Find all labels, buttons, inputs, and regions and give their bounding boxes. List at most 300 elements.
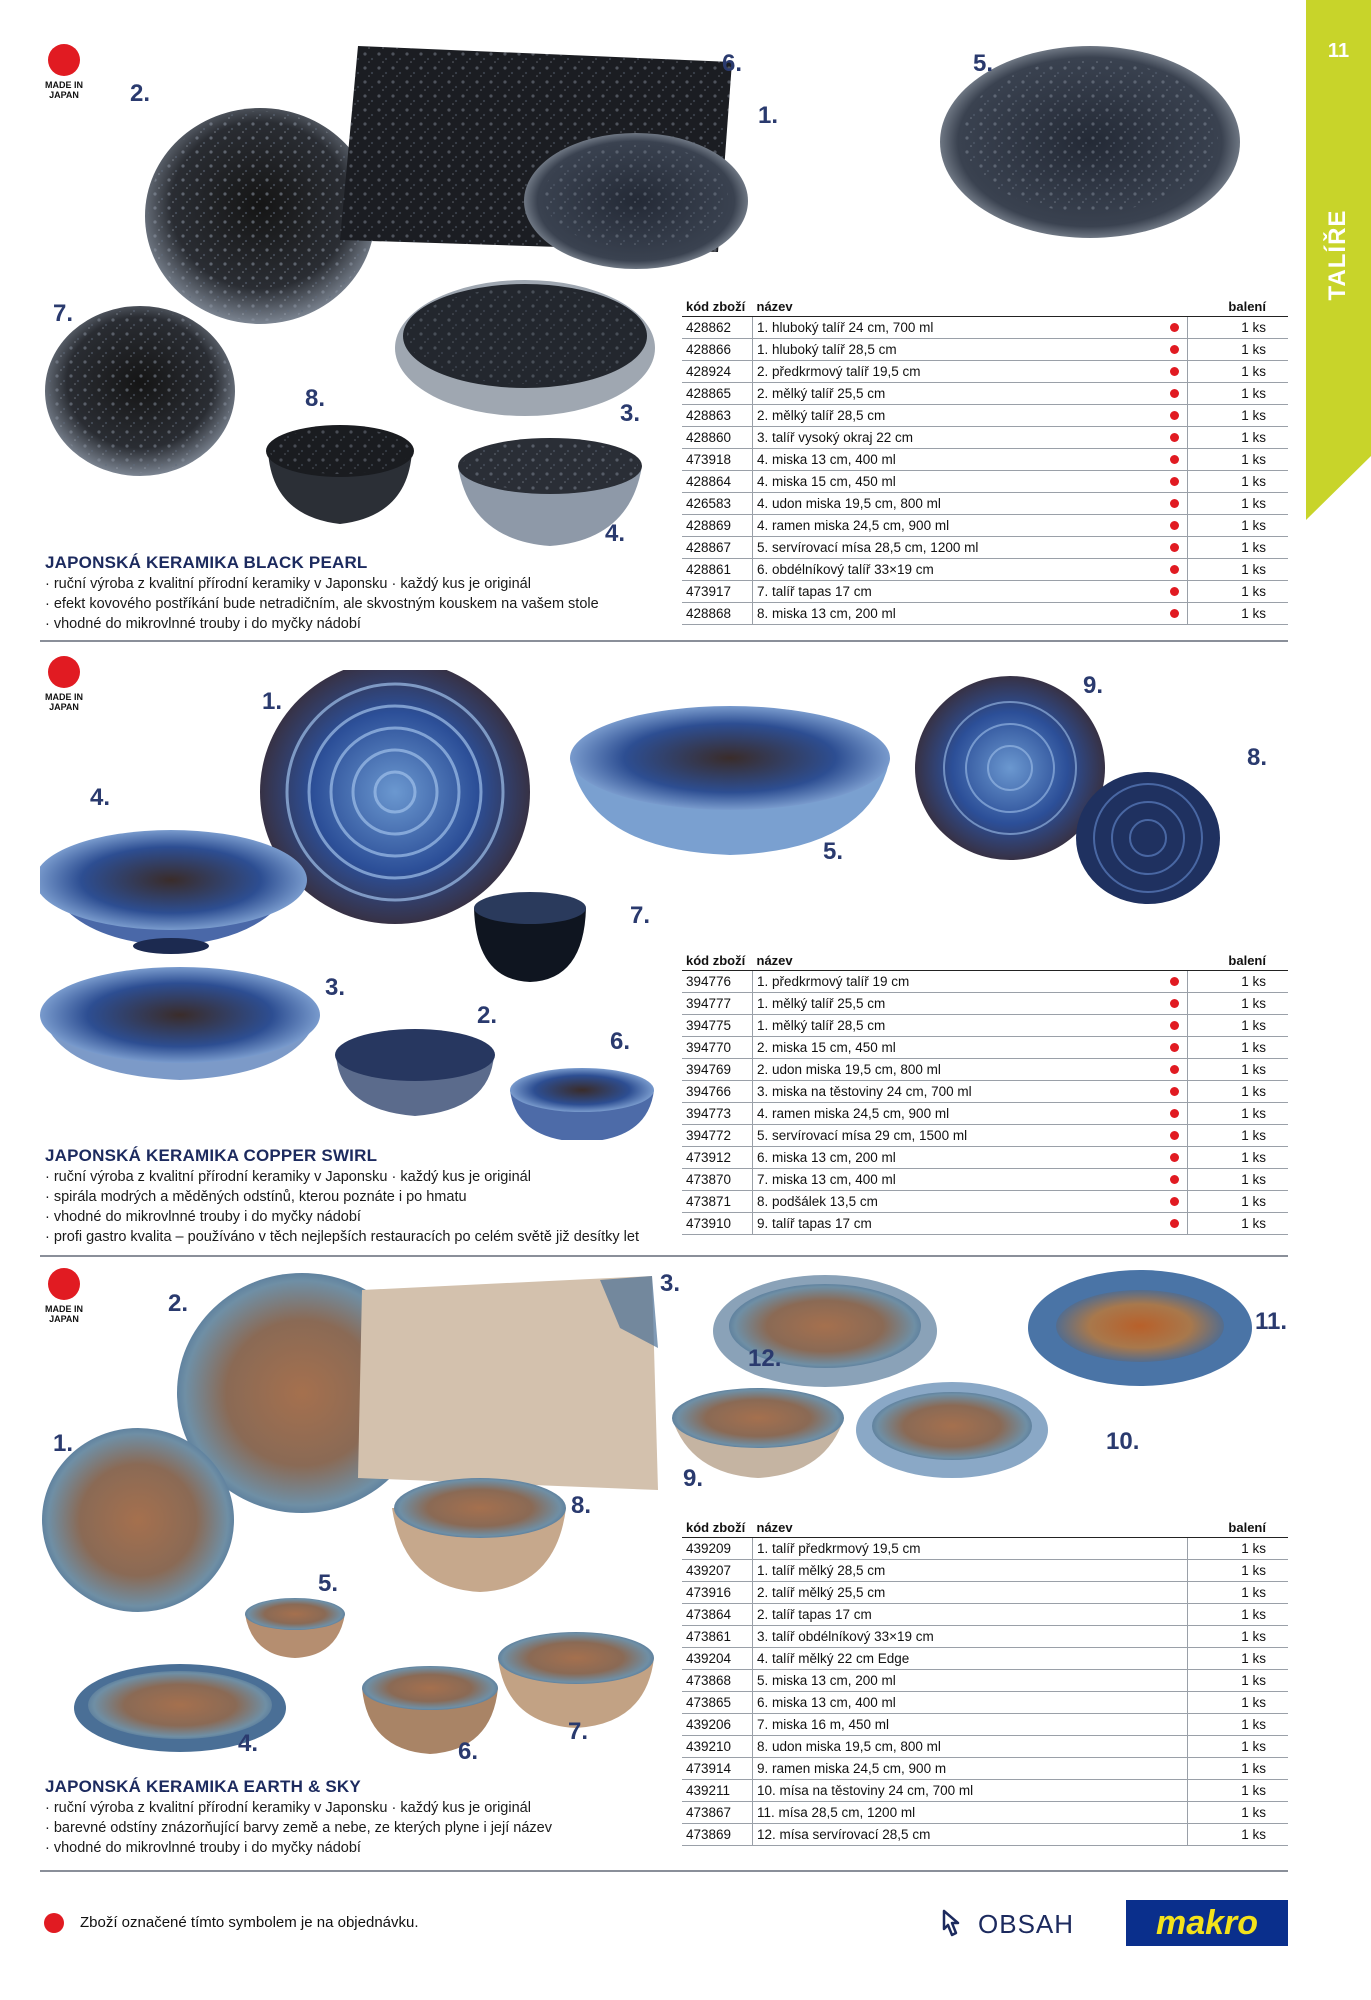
bullet-item: · spirála modrých a měděných odstínů, kterou poznáte i po hmatu	[45, 1189, 467, 1205]
product-code: 428868	[682, 603, 753, 625]
table-row	[682, 1103, 1288, 1125]
product-code: 473918	[682, 449, 753, 471]
product-code: 394775	[682, 1015, 753, 1037]
order-cell	[1161, 1059, 1188, 1081]
product-name: 3. miska na těstoviny 24 cm, 700 ml	[753, 1081, 1162, 1103]
product-name: 1. předkrmový talíř 19 cm	[753, 971, 1162, 993]
table-row	[682, 427, 1288, 449]
product-name: 7. talíř tapas 17 cm	[753, 581, 1162, 603]
product-pack: 1 ks	[1188, 1824, 1289, 1846]
product-code: 394770	[682, 1037, 753, 1059]
product-name: 8. miska 13 cm, 200 ml	[753, 603, 1162, 625]
table-row	[682, 1582, 1288, 1604]
product-pack: 1 ks	[1188, 1560, 1289, 1582]
product-pack: 1 ks	[1188, 1758, 1289, 1780]
product-code: 439209	[682, 1538, 753, 1560]
product-name: 5. miska 13 cm, 200 ml	[753, 1670, 1162, 1692]
photo-label: 10.	[1106, 1428, 1140, 1455]
order-cell	[1161, 1125, 1188, 1147]
order-dot-icon	[1170, 1219, 1179, 1228]
product-pack: 1 ks	[1188, 1582, 1289, 1604]
photo-label: 6.	[610, 1028, 631, 1055]
made-in-japan-text: MADE IN JAPAN	[45, 80, 83, 100]
order-cell	[1161, 603, 1188, 625]
makro-logo-text: makro	[1155, 1903, 1259, 1942]
header-code: kód zboží	[682, 1517, 753, 1538]
header-code: kód zboží	[682, 950, 753, 971]
product-pack: 1 ks	[1188, 1714, 1289, 1736]
order-cell	[1161, 1780, 1188, 1802]
product-code: 428863	[682, 405, 753, 427]
order-dot-icon	[1170, 1109, 1179, 1118]
order-cell	[1161, 537, 1188, 559]
product-code: 428865	[682, 383, 753, 405]
header-dot	[1161, 1517, 1188, 1538]
product-code: 428864	[682, 471, 753, 493]
table-row	[682, 1648, 1288, 1670]
order-cell	[1161, 1758, 1188, 1780]
table-header-row	[682, 950, 1288, 971]
photo-label: 5.	[823, 838, 844, 865]
header-dot	[1161, 296, 1188, 317]
product-code: 473868	[682, 1670, 753, 1692]
product-pack: 1 ks	[1188, 537, 1289, 559]
photo-label: 6.	[722, 50, 743, 77]
order-dot-icon	[1170, 1087, 1179, 1096]
page-number: 11	[1327, 40, 1350, 62]
product-pack: 1 ks	[1188, 493, 1289, 515]
order-cell	[1161, 1538, 1188, 1560]
product-code: 428869	[682, 515, 753, 537]
order-cell	[1161, 427, 1188, 449]
header-dot	[1161, 950, 1188, 971]
photo-label: 4.	[90, 784, 111, 811]
order-dot-icon	[1170, 609, 1179, 618]
product-code: 473867	[682, 1802, 753, 1824]
product-pack: 1 ks	[1188, 339, 1289, 361]
order-dot-icon	[1170, 1131, 1179, 1140]
product-code: 473910	[682, 1213, 753, 1235]
product-code: 439204	[682, 1648, 753, 1670]
product-name: 6. miska 13 cm, 400 ml	[753, 1692, 1162, 1714]
table-header-row	[682, 296, 1288, 317]
toc-link[interactable]	[938, 1904, 1074, 1944]
product-name: 2. talíř tapas 17 cm	[753, 1604, 1162, 1626]
makro-logo[interactable]	[1126, 1900, 1288, 1946]
product-name: 2. talíř mělký 25,5 cm	[753, 1582, 1162, 1604]
table-row	[682, 1626, 1288, 1648]
product-code: 473869	[682, 1824, 753, 1846]
product-name: 4. talíř mělký 22 cm Edge	[753, 1648, 1162, 1670]
bullet-item: · efekt kovového postříkání bude netradičním, ale skvostným kouskem na vašem stole	[45, 596, 599, 612]
header-pack: balení	[1188, 1517, 1289, 1538]
photo-label: 7.	[568, 1718, 589, 1745]
product-pack: 1 ks	[1188, 427, 1289, 449]
table-row	[682, 1213, 1288, 1235]
category-title	[1318, 200, 1358, 310]
product-code: 428861	[682, 559, 753, 581]
section-title: JAPONSKÁ KERAMIKA EARTH & SKY	[45, 1777, 361, 1796]
product-name: 1. talíř mělký 28,5 cm	[753, 1560, 1162, 1582]
product-pack: 1 ks	[1188, 971, 1289, 993]
product-code: 428862	[682, 317, 753, 339]
footer-note: Zboží označené tímto symbolem je na objednávku.	[80, 1914, 419, 1931]
product-name: 1. mělký talíř 25,5 cm	[753, 993, 1162, 1015]
category-title-text: TALÍŘE	[1324, 209, 1351, 301]
product-name: 6. obdélníkový talíř 33×19 cm	[753, 559, 1162, 581]
product-pack: 1 ks	[1188, 1081, 1289, 1103]
table-row	[682, 1059, 1288, 1081]
photo-label: 9.	[683, 1465, 704, 1492]
order-cell	[1161, 515, 1188, 537]
product-code: 428866	[682, 339, 753, 361]
product-name: 8. udon miska 19,5 cm, 800 ml	[753, 1736, 1162, 1758]
table-row	[682, 317, 1288, 339]
product-code: 473871	[682, 1191, 753, 1213]
photo-label: 8.	[1247, 744, 1268, 771]
product-pack: 1 ks	[1188, 317, 1289, 339]
table-row	[682, 993, 1288, 1015]
section-divider	[40, 640, 1288, 642]
order-cell	[1161, 317, 1188, 339]
order-dot-icon	[1170, 1021, 1179, 1030]
bullet-item: · ruční výroba z kvalitní přírodní keramiky v Japonsku · každý kus je originál	[45, 1169, 531, 1185]
bullet-item: · vhodné do mikrovlnné trouby i do myčky nádobí	[45, 1840, 361, 1856]
product-pack: 1 ks	[1188, 1802, 1289, 1824]
order-cell	[1161, 581, 1188, 603]
product-name: 9. talíř tapas 17 cm	[753, 1213, 1162, 1235]
table-row	[682, 361, 1288, 383]
table-row	[682, 1692, 1288, 1714]
order-dot-icon	[1170, 999, 1179, 1008]
photo-label: 9.	[1083, 672, 1104, 699]
table-row	[682, 971, 1288, 993]
product-pack: 1 ks	[1188, 1692, 1289, 1714]
product-code: 394766	[682, 1081, 753, 1103]
order-dot-icon	[1170, 521, 1179, 530]
order-dot-icon	[1170, 367, 1179, 376]
table-row	[682, 1736, 1288, 1758]
product-pack: 1 ks	[1188, 1059, 1289, 1081]
photo-label: 4.	[605, 520, 626, 547]
product-code: 394769	[682, 1059, 753, 1081]
order-cell	[1161, 383, 1188, 405]
product-code: 394772	[682, 1125, 753, 1147]
photo-label: 2.	[168, 1290, 189, 1317]
table-header-row	[682, 1517, 1288, 1538]
product-code: 473917	[682, 581, 753, 603]
product-name: 4. ramen miska 24,5 cm, 900 ml	[753, 1103, 1162, 1125]
section-title: JAPONSKÁ KERAMIKA COPPER SWIRL	[45, 1146, 378, 1165]
product-pack: 1 ks	[1188, 383, 1289, 405]
product-name: 1. hluboký talíř 24 cm, 700 ml	[753, 317, 1162, 339]
order-symbol-icon	[44, 1913, 64, 1933]
order-cell	[1161, 1103, 1188, 1125]
product-name: 4. ramen miska 24,5 cm, 900 ml	[753, 515, 1162, 537]
product-name: 4. miska 13 cm, 400 ml	[753, 449, 1162, 471]
product-code: 394773	[682, 1103, 753, 1125]
product-name: 1. hluboký talíř 28,5 cm	[753, 339, 1162, 361]
product-code: 473912	[682, 1147, 753, 1169]
product-code: 426583	[682, 493, 753, 515]
order-cell	[1161, 1169, 1188, 1191]
product-pack: 1 ks	[1188, 471, 1289, 493]
order-cell	[1161, 471, 1188, 493]
order-dot-icon	[1170, 543, 1179, 552]
photo-label: 5.	[318, 1570, 339, 1597]
table-row	[682, 1538, 1288, 1560]
order-cell	[1161, 1824, 1188, 1846]
header-name: název	[753, 950, 1162, 971]
order-cell	[1161, 339, 1188, 361]
table-row	[682, 405, 1288, 427]
header-code: kód zboží	[682, 296, 753, 317]
product-name: 4. udon miska 19,5 cm, 800 ml	[753, 493, 1162, 515]
order-dot-icon	[1170, 565, 1179, 574]
table-row	[682, 1758, 1288, 1780]
header-name: název	[753, 1517, 1162, 1538]
photo-label: 1.	[53, 1430, 74, 1457]
photo-label: 1.	[758, 102, 779, 129]
product-name: 5. servírovací mísa 28,5 cm, 1200 ml	[753, 537, 1162, 559]
bullet-item: · barevné odstíny znázorňující barvy země a nebe, ze kterých plyne i její název	[45, 1820, 552, 1836]
table-row	[682, 493, 1288, 515]
order-cell	[1161, 1670, 1188, 1692]
photo-label: 2.	[477, 1002, 498, 1029]
order-dot-icon	[1170, 1197, 1179, 1206]
order-cell	[1161, 1081, 1188, 1103]
order-cell	[1161, 1560, 1188, 1582]
product-pack: 1 ks	[1188, 1780, 1289, 1802]
product-code: 439206	[682, 1714, 753, 1736]
order-cell	[1161, 1626, 1188, 1648]
product-code: 428867	[682, 537, 753, 559]
bullet-item: · vhodné do mikrovlnné trouby i do myčky nádobí	[45, 616, 361, 632]
section-divider	[40, 1870, 1288, 1872]
product-name: 2. mělký talíř 28,5 cm	[753, 405, 1162, 427]
order-cell	[1161, 1582, 1188, 1604]
product-code: 473870	[682, 1169, 753, 1191]
order-cell	[1161, 361, 1188, 383]
order-dot-icon	[1170, 389, 1179, 398]
product-pack: 1 ks	[1188, 1147, 1289, 1169]
order-cell	[1161, 1714, 1188, 1736]
photo-label: 2.	[130, 80, 151, 107]
order-dot-icon	[1170, 323, 1179, 332]
order-cell	[1161, 559, 1188, 581]
order-cell	[1161, 405, 1188, 427]
product-pack: 1 ks	[1188, 1736, 1289, 1758]
product-code: 473914	[682, 1758, 753, 1780]
product-table-earth-sky	[682, 1517, 1288, 1846]
order-cell	[1161, 493, 1188, 515]
product-name: 2. udon miska 19,5 cm, 800 ml	[753, 1059, 1162, 1081]
product-code: 428860	[682, 427, 753, 449]
product-pack: 1 ks	[1188, 559, 1289, 581]
table-row	[682, 1037, 1288, 1059]
product-name: 7. miska 13 cm, 400 ml	[753, 1169, 1162, 1191]
product-pack: 1 ks	[1188, 1670, 1289, 1692]
product-pack: 1 ks	[1188, 1213, 1289, 1235]
product-name: 10. mísa na těstoviny 24 cm, 700 ml	[753, 1780, 1162, 1802]
product-code: 428924	[682, 361, 753, 383]
order-dot-icon	[1170, 1065, 1179, 1074]
product-pack: 1 ks	[1188, 1037, 1289, 1059]
photo-label: 5.	[973, 50, 994, 77]
order-cell	[1161, 1147, 1188, 1169]
product-name: 2. miska 15 cm, 450 ml	[753, 1037, 1162, 1059]
order-cell	[1161, 1692, 1188, 1714]
product-pack: 1 ks	[1188, 1648, 1289, 1670]
header-pack: balení	[1188, 950, 1289, 971]
table-row	[682, 449, 1288, 471]
order-cell	[1161, 1648, 1188, 1670]
toc-link-label: OBSAH	[978, 1908, 1075, 1939]
product-table-copper-swirl	[682, 950, 1288, 1235]
product-code: 473916	[682, 1582, 753, 1604]
order-dot-icon	[1170, 1043, 1179, 1052]
order-cell	[1161, 449, 1188, 471]
order-cell	[1161, 993, 1188, 1015]
table-row	[682, 1604, 1288, 1626]
order-dot-icon	[1170, 345, 1179, 354]
product-code: 473865	[682, 1692, 753, 1714]
table-row	[682, 1560, 1288, 1582]
product-name: 7. miska 16 m, 450 ml	[753, 1714, 1162, 1736]
product-code: 473861	[682, 1626, 753, 1648]
order-dot-icon	[1170, 477, 1179, 486]
order-cell	[1161, 1015, 1188, 1037]
table-row	[682, 1169, 1288, 1191]
table-row	[682, 1802, 1288, 1824]
product-pack: 1 ks	[1188, 1538, 1289, 1560]
product-pack: 1 ks	[1188, 603, 1289, 625]
table-row	[682, 1714, 1288, 1736]
product-pack: 1 ks	[1188, 449, 1289, 471]
made-in-japan-text: MADE IN JAPAN	[45, 692, 83, 712]
product-pack: 1 ks	[1188, 581, 1289, 603]
order-cell	[1161, 1802, 1188, 1824]
product-pack: 1 ks	[1188, 1191, 1289, 1213]
product-name: 6. miska 13 cm, 200 ml	[753, 1147, 1162, 1169]
photo-label: 11.	[1255, 1308, 1288, 1335]
product-pack: 1 ks	[1188, 1604, 1289, 1626]
order-dot-icon	[1170, 433, 1179, 442]
order-cell	[1161, 1213, 1188, 1235]
product-code: 473864	[682, 1604, 753, 1626]
product-code: 394776	[682, 971, 753, 993]
order-dot-icon	[1170, 977, 1179, 986]
product-name: 11. mísa 28,5 cm, 1200 ml	[753, 1802, 1162, 1824]
product-table-black-pearl	[682, 296, 1288, 625]
product-code: 439210	[682, 1736, 753, 1758]
table-row	[682, 1824, 1288, 1846]
photo-label: 8.	[571, 1492, 592, 1519]
table-row	[682, 471, 1288, 493]
order-cell	[1161, 1191, 1188, 1213]
table-row	[682, 559, 1288, 581]
product-pack: 1 ks	[1188, 361, 1289, 383]
order-dot-icon	[1170, 587, 1179, 596]
photo-label: 3.	[620, 400, 641, 427]
bullet-item: · profi gastro kvalita – používáno v těch nejlepších restauracích po celém světě již desítky let	[45, 1229, 639, 1245]
order-cell	[1161, 971, 1188, 993]
photo-label: 8.	[305, 385, 326, 412]
section-title: JAPONSKÁ KERAMIKA BLACK PEARL	[45, 553, 368, 572]
product-pack: 1 ks	[1188, 1103, 1289, 1125]
photo-label: 7.	[630, 902, 651, 929]
product-name: 1. talíř předkrmový 19,5 cm	[753, 1538, 1162, 1560]
table-row	[682, 1147, 1288, 1169]
table-row	[682, 581, 1288, 603]
bullet-item: · ruční výroba z kvalitní přírodní keramiky v Japonsku · každý kus je originál	[45, 576, 531, 592]
order-cell	[1161, 1736, 1188, 1758]
header-name: název	[753, 296, 1162, 317]
product-name: 4. miska 15 cm, 450 ml	[753, 471, 1162, 493]
product-name: 12. mísa servírovací 28,5 cm	[753, 1824, 1162, 1846]
bullet-item: · ruční výroba z kvalitní přírodní keramiky v Japonsku · každý kus je originál	[45, 1800, 531, 1816]
table-row	[682, 515, 1288, 537]
product-code: 394777	[682, 993, 753, 1015]
product-name: 5. servírovací mísa 29 cm, 1500 ml	[753, 1125, 1162, 1147]
order-cell	[1161, 1037, 1188, 1059]
order-cell	[1161, 1604, 1188, 1626]
table-row	[682, 1125, 1288, 1147]
photo-label: 6.	[458, 1738, 479, 1765]
table-row	[682, 537, 1288, 559]
table-row	[682, 1670, 1288, 1692]
table-row	[682, 1780, 1288, 1802]
made-in-japan-text: MADE IN JAPAN	[45, 1304, 83, 1324]
product-pack: 1 ks	[1188, 1169, 1289, 1191]
section-bullets	[45, 574, 599, 634]
hand-pointer-icon	[938, 1907, 972, 1941]
table-row	[682, 603, 1288, 625]
order-dot-icon	[1170, 1153, 1179, 1162]
table-row	[682, 1015, 1288, 1037]
product-name: 3. talíř obdélníkový 33×19 cm	[753, 1626, 1162, 1648]
order-dot-icon	[1170, 411, 1179, 420]
photo-label: 3.	[660, 1270, 681, 1297]
table-row	[682, 1081, 1288, 1103]
product-code: 439207	[682, 1560, 753, 1582]
table-row	[682, 339, 1288, 361]
product-name: 1. mělký talíř 28,5 cm	[753, 1015, 1162, 1037]
section-divider	[40, 1255, 1288, 1257]
photo-label: 12.	[748, 1345, 782, 1372]
product-pack: 1 ks	[1188, 1015, 1289, 1037]
photo-label: 1.	[262, 688, 283, 715]
photo-label: 3.	[325, 974, 346, 1001]
product-pack: 1 ks	[1188, 1626, 1289, 1648]
photo-label: 7.	[53, 300, 74, 327]
table-row	[682, 383, 1288, 405]
product-name: 2. mělký talíř 25,5 cm	[753, 383, 1162, 405]
order-dot-icon	[1170, 1175, 1179, 1184]
product-pack: 1 ks	[1188, 1125, 1289, 1147]
bullet-item: · vhodné do mikrovlnné trouby i do myčky nádobí	[45, 1209, 361, 1225]
product-pack: 1 ks	[1188, 515, 1289, 537]
order-dot-icon	[1170, 455, 1179, 464]
product-name: 2. předkrmový talíř 19,5 cm	[753, 361, 1162, 383]
product-name: 8. podšálek 13,5 cm	[753, 1191, 1162, 1213]
product-code: 439211	[682, 1780, 753, 1802]
product-name: 9. ramen miska 24,5 cm, 900 m	[753, 1758, 1162, 1780]
table-row	[682, 1191, 1288, 1213]
section-bullets	[45, 1167, 639, 1247]
product-pack: 1 ks	[1188, 993, 1289, 1015]
section-bullets	[45, 1798, 552, 1858]
